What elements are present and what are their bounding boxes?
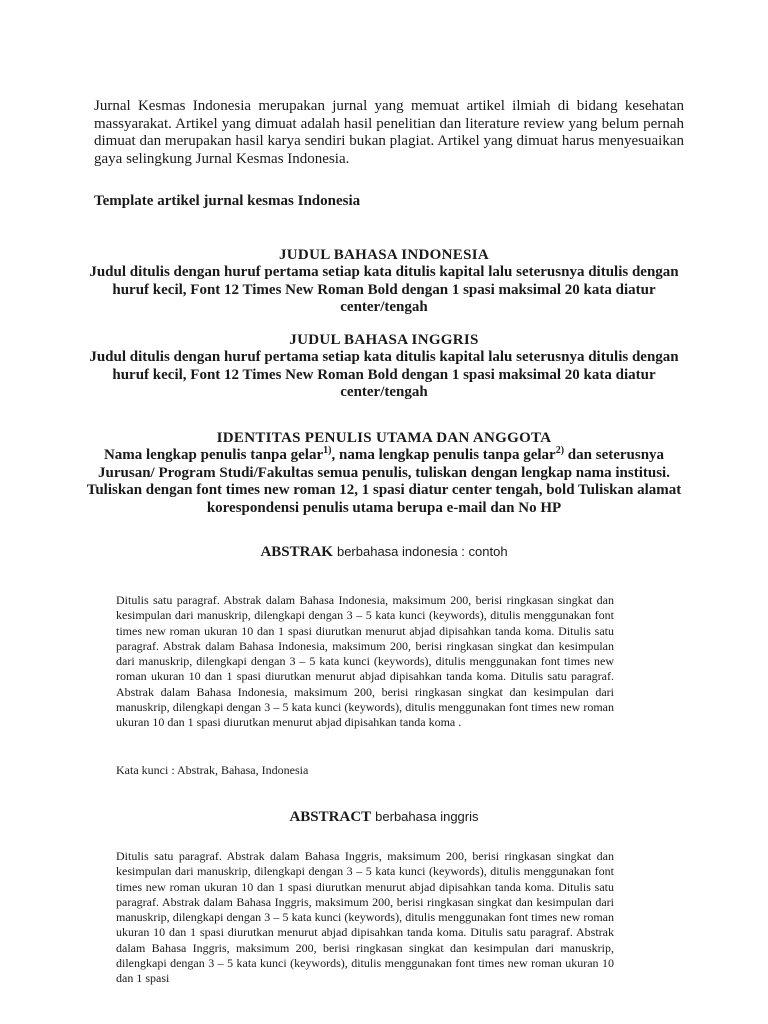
abstrak-label: ABSTRAK — [260, 544, 333, 560]
abstract-label: ABSTRACT — [289, 809, 372, 825]
intro-paragraph: Jurnal Kesmas Indonesia merupakan jurnal yang memuat artikel ilmiah di bidang kesehatan massyarakat. Artikel yang dimuat adalah hasil penelitian dan literature review yang belum pernah dimuat dan merupakan hasil karya sendiri bukan plagiat. Artikel yang dimuat harus menyesuaikan gaya selingkung Jurnal Kesmas Indonesia. — [94, 98, 684, 167]
abstrak-heading — [0, 544, 768, 561]
abstrak-sub: berbahasa indonesia : contoh — [336, 544, 508, 559]
identitas-author-2: , nama lengkap penulis tanpa gelar — [331, 447, 556, 463]
abstract-heading — [0, 809, 768, 826]
abstrak-body: Ditulis satu paragraf. Abstrak dalam Bahasa Indonesia, maksimum 200, berisi ringkasan singkat dan kesimpulan dari manuskrip, dilengkapi dengan 3 – 5 kata kunci (keywords), ditulis menggunakan font times new roman ukuran 10 dan 1 spasi diurutkan menurut abjad dipisahkan tanda koma. Ditulis satu paragraf. Abstrak dalam Bahasa Indonesia, maksimum 200, berisi ringkasan singkat dan kesimpulan dari manuskrip, dilengkapi dengan 3 – 5 kata kunci (keywords), ditulis menggunakan font times new roman ukuran 10 dan 1 spasi diurutkan menurut abjad dipisahkan tanda koma. Ditulis satu paragraf. Abstrak dalam Bahasa Indonesia, maksimum 200, berisi ringkasan singkat dan kesimpulan dari manuskrip, dilengkapi dengan 3 – 5 kata kunci (keywords), ditulis menggunakan font times new roman ukuran 10 dan 1 spasi diurutkan menurut abjad dipisahkan tanda koma . — [116, 593, 614, 730]
judul-inggris-block — [84, 331, 684, 402]
identitas-title: IDENTITAS PENULIS UTAMA DAN ANGGOTA — [216, 430, 552, 446]
abstract-sub: berbahasa inggris — [375, 809, 479, 824]
judul-inggris-desc: Judul ditulis dengan huruf pertama setiap kata ditulis kapital lalu seterusnya ditulis dengan huruf kecil, Font 12 Times New Roman Bold dengan 1 spasi maksimal 20 kata diatur center/tengah — [89, 349, 679, 400]
judul-indonesia-block — [84, 246, 684, 317]
identitas-desc — [84, 447, 684, 517]
identitas-sup-2: 2) — [555, 445, 565, 456]
identitas-block — [84, 429, 684, 517]
identitas-author-1: Nama lengkap penulis tanpa gelar — [103, 447, 324, 463]
judul-indonesia-desc: Judul ditulis dengan huruf pertama setiap kata ditulis kapital lalu seterusnya ditulis dengan huruf kecil, Font 12 Times New Roman Bold dengan 1 spasi maksimal 20 kata diatur center/tengah — [89, 264, 679, 315]
identitas-sup-1: 1) — [323, 445, 332, 456]
judul-inggris-title: JUDUL BAHASA INGGRIS — [289, 332, 479, 348]
abstract-body: Ditulis satu paragraf. Abstrak dalam Bahasa Inggris, maksimum 200, berisi ringkasan singkat dan kesimpulan dari manuskrip, dilengkapi dengan 3 – 5 kata kunci (keywords), ditulis menggunakan font times new roman ukuran 10 dan 1 spasi diurutkan menurut abjad dipisahkan tanda koma. Ditulis satu paragraf. Abstrak dalam Bahasa Inggris, maksimum 200, berisi ringkasan singkat dan kesimpulan dari manuskrip, dilengkapi dengan 3 – 5 kata kunci (keywords), ditulis menggunakan font times new roman ukuran 10 dan 1 spasi diurutkan menurut abjad dipisahkan tanda koma. Ditulis satu paragraf. Abstrak dalam Bahasa Inggris, maksimum 200, berisi ringkasan singkat dan kesimpulan dari manuskrip, dilengkapi dengan 3 – 5 kata kunci (keywords), ditulis menggunakan font times new roman ukuran 10 dan 1 spasi — [116, 849, 614, 986]
template-heading: Template artikel jurnal kesmas Indonesia — [94, 193, 361, 209]
abstrak-keywords: Kata kunci : Abstrak, Bahasa, Indonesia — [116, 763, 309, 777]
judul-indonesia-title: JUDUL BAHASA INDONESIA — [279, 247, 489, 263]
identitas-rest: dan seterusnya Jurusan/ Program Studi/Fakultas semua penulis, tuliskan dengan lengkap nama institusi. Tuliskan dengan font times new roman 12, 1 spasi diatur center tengah, bold Tuliskan alamat korespondensi penulis utama berupa e-mail dan No HP — [86, 447, 682, 516]
